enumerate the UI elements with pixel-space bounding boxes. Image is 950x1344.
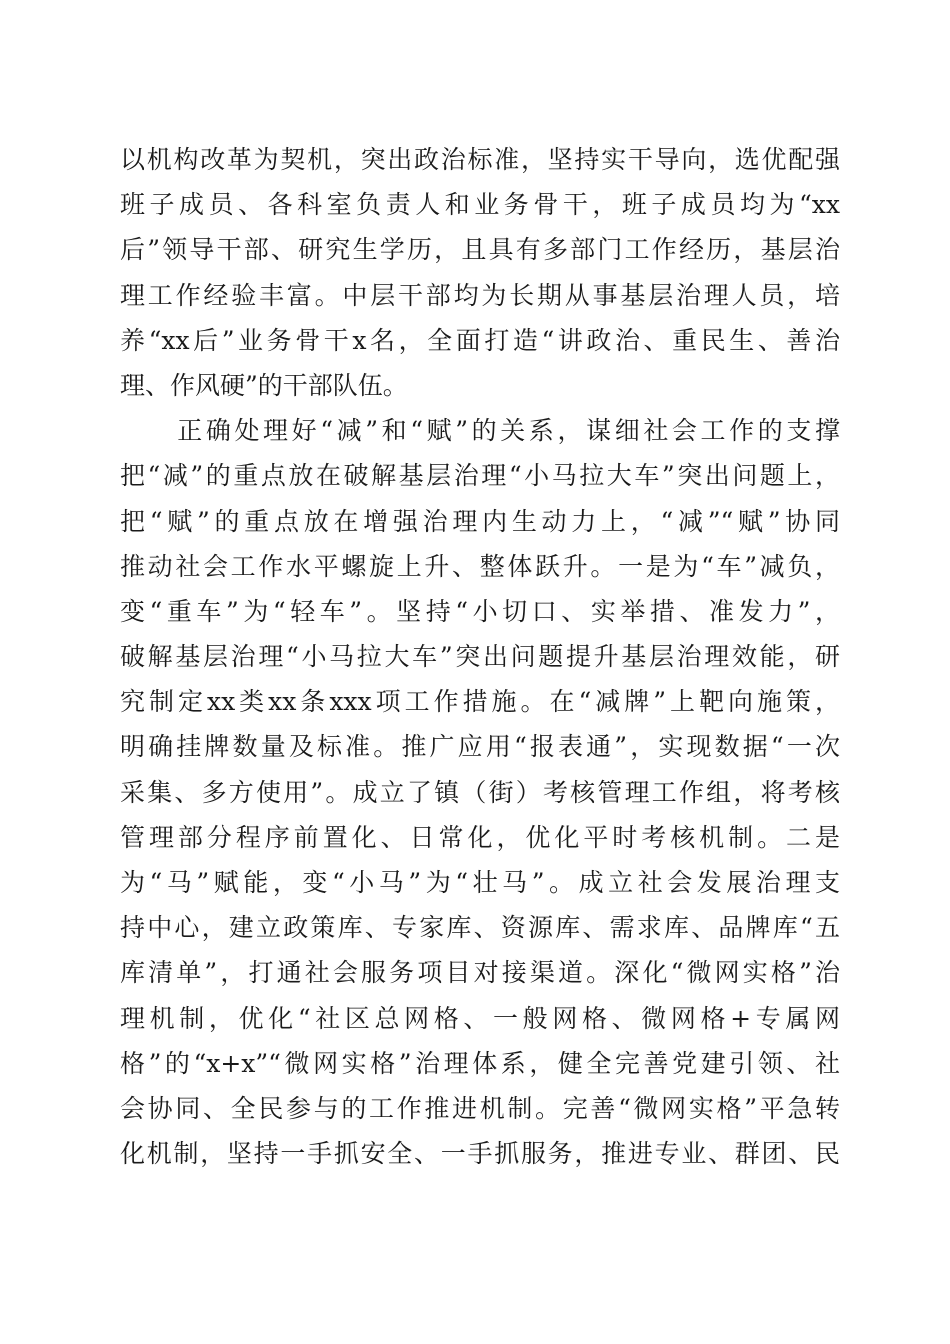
text-line: 理工作经验丰富。中层干部均为长期从事基层治理人员，培 bbox=[120, 280, 840, 310]
text-line: 管理部分程序前置化、日常化，优化平时考核机制。二是 bbox=[120, 822, 840, 852]
text-line: 后”领导干部、研究生学历，且具有多部门工作经历，基层治 bbox=[120, 235, 840, 265]
body-text bbox=[120, 137, 840, 1176]
text-line: 明确挂牌数量及标准。推广应用“报表通”，实现数据“一次 bbox=[120, 732, 840, 762]
text-line: 理机制，优化“社区总网格、一般网格、微网格+专属网 bbox=[120, 1003, 840, 1033]
text-line: 把“减”的重点放在破解基层治理“小马拉大车”突出问题上， bbox=[120, 461, 840, 491]
text-line: 养“xx后”业务骨干x名，全面打造“讲政治、重民生、善治 bbox=[120, 325, 840, 355]
text-line: 班子成员、各科室负责人和业务骨干，班子成员均为“xx bbox=[120, 190, 840, 220]
text-line: 把“赋”的重点放在增强治理内生动力上，“减”“赋”协同 bbox=[120, 506, 840, 536]
text-line: 持中心，建立政策库、专家库、资源库、需求库、品牌库“五 bbox=[120, 913, 840, 943]
text-line: 变“重车”为“轻车”。坚持“小切口、实举措、准发力”， bbox=[120, 596, 840, 626]
text-line: 正确处理好“减”和“赋”的关系，谋细社会工作的支撑 bbox=[120, 416, 840, 446]
text-line: 化机制，坚持一手抓安全、一手抓服务，推进专业、群团、民 bbox=[120, 1139, 840, 1169]
paragraph-2 bbox=[120, 408, 840, 1176]
text-line: 以机构改革为契机，突出政治标准，坚持实干导向，选优配强 bbox=[120, 145, 840, 174]
text-line: 理、作风硬”的干部队伍。 bbox=[120, 370, 408, 400]
text-line: 为“马”赋能，变“小马”为“壮马”。成立社会发展治理支 bbox=[120, 868, 840, 897]
text-line: 库清单”，打通社会服务项目对接渠道。深化“微网实格”治 bbox=[120, 958, 840, 988]
text-line: 究制定xx类xx条xxx项工作措施。在“减牌”上靶向施策， bbox=[120, 687, 840, 717]
text-line: 推动社会工作水平螺旋上升、整体跃升。一是为“车”减负， bbox=[120, 551, 840, 581]
paragraph-1 bbox=[120, 137, 840, 408]
text-line: 会协同、全民参与的工作推进机制。完善“微网实格”平急转 bbox=[120, 1093, 840, 1123]
text-line: 破解基层治理“小马拉大车”突出问题提升基层治理效能，研 bbox=[120, 642, 840, 672]
text-line: 格”的“x+x”“微网实格”治理体系，健全完善党建引领、社 bbox=[120, 1048, 840, 1078]
text-line: 采集、多方使用”。成立了镇（街）考核管理工作组，将考核 bbox=[120, 777, 840, 807]
